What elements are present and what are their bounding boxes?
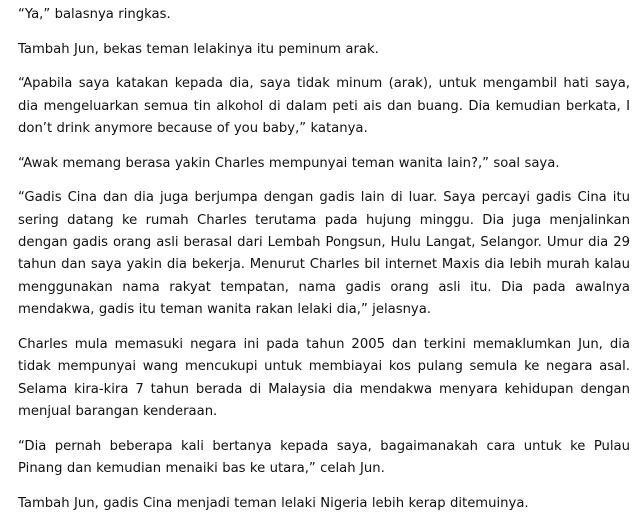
paragraph-penang-question: “Dia pernah beberapa kali bertanya kepada saya, bagaimanakah cara untuk ke Pulau Pinang dan kemudian menaiki bas ke utara,” celah Jun.: [18, 438, 630, 477]
paragraph-question: “Awak memang berasa yakin Charles mempunyai teman wanita lain?,” soal saya.: [18, 155, 560, 171]
paragraph-charles-background: Charles mula memasuki negara ini pada tahun 2005 dan terkini memaklumkan Jun, dia tidak mempunyai wang mencukupi untuk membiayai kos pulang semula ke negara asal. Selama kira-kira 7 tahun berada di Malaysia dia mendakwa menyara kehidupan dengan menjual barangan kenderaan.: [18, 336, 630, 420]
paragraph-reply: “Ya,” balasnya ringkas.: [18, 7, 171, 22]
paragraph-closing: Tambah Jun, gadis Cina menjadi teman lelaki Nigeria lebih kerap ditemuinya.: [18, 495, 529, 511]
paragraph-alcohol-quote: “Apabila saya katakan kepada dia, saya tidak minum (arak), untuk mengambil hati saya, dia mengeluarkan semua tin alkohol di dalam peti ais dan buang. Dia kemudian berkata, I don’t drink anymore because of you baby,” katanya.: [18, 76, 630, 136]
paragraph-other-girlfriends: “Gadis Cina dan dia juga berjumpa dengan gadis lain di luar. Saya percayi gadis Cina itu sering datang ke rumah Charles terutama pada hujung minggu. Dia juga menjalinkan dengan gadis orang asli berasal dari Lembah Pongsun, Hulu Langat, Selangor. Umur dia 29 tahun dan saya yakin dia bekerja. Menurut Charles bil internet Maxis dia lebih murah kalau menggunakan nama rakyat tempatan, nama gadis orang asli itu. Dia pada awalnya mendakwa, gadis itu teman wanita rakan lelaki dia,” jelasnya.: [18, 190, 630, 318]
paragraph-ex-boyfriend-drinker: Tambah Jun, bekas teman lelakinya itu peminum arak.: [18, 41, 379, 57]
